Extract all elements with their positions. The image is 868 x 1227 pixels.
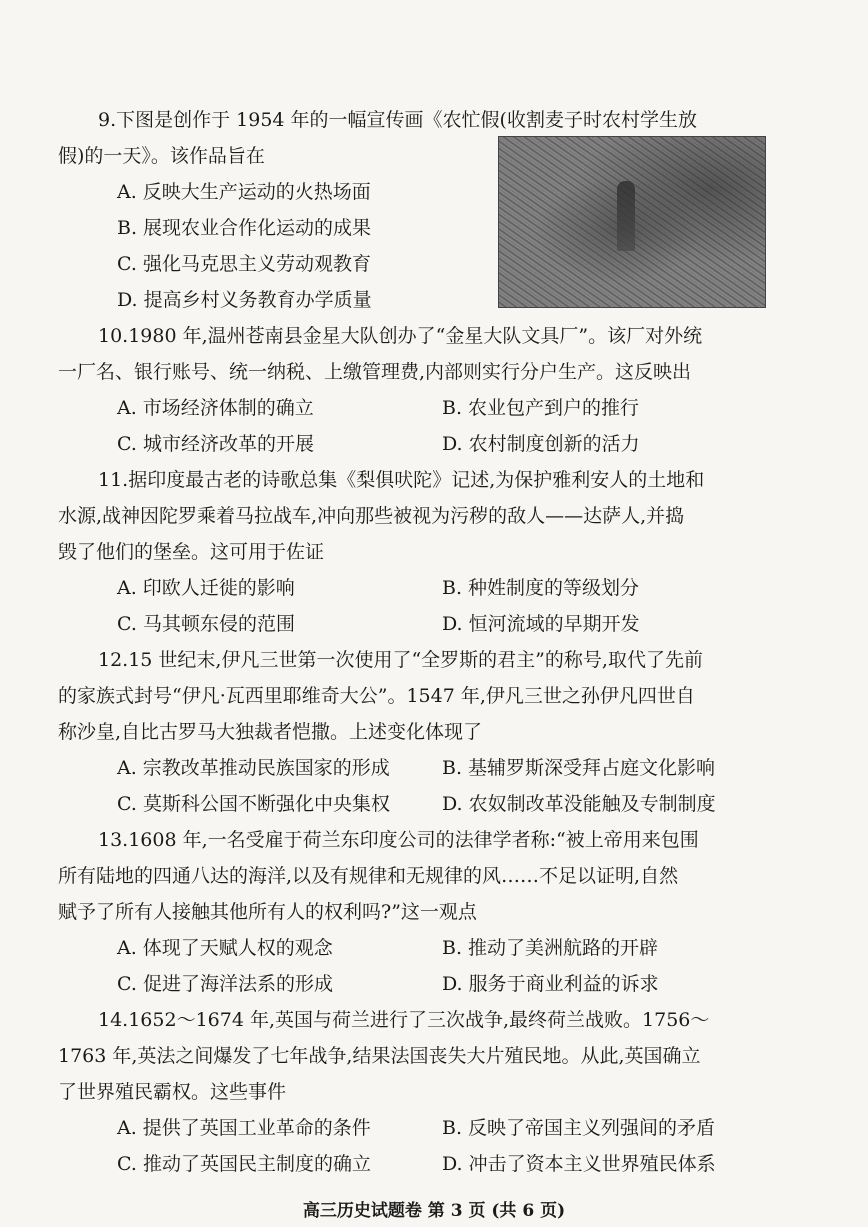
q13-option-b: B. 推动了美洲航路的开辟 xyxy=(442,937,659,959)
q9-option-d: D. 提高乡村义务教育办学质量 xyxy=(117,289,372,311)
q9-option-b: B. 展现农业合作化运动的成果 xyxy=(117,217,372,239)
q10-option-d: D. 农村制度创新的活力 xyxy=(442,433,640,455)
q10-option-c: C. 城市经济改革的开展 xyxy=(117,433,314,455)
q12-stem-line3: 称沙皇,自比古罗马大独裁者恺撒。上述变化体现了 xyxy=(58,721,483,743)
q14-option-b: B. 反映了帝国主义列强间的矛盾 xyxy=(442,1117,716,1139)
figure-in-painting xyxy=(617,181,635,251)
q10-stem-line1: 10.1980 年,温州苍南县金星大队创办了“金星大队文具厂”。该厂对外统 xyxy=(98,325,703,347)
q9-option-a: A. 反映大生产运动的火热场面 xyxy=(117,181,371,203)
q14-stem-line3: 了世界殖民霸权。这些事件 xyxy=(58,1081,287,1103)
q14-option-a: A. 提供了英国工业革命的条件 xyxy=(117,1117,371,1139)
q13-stem-line3: 赋予了所有人接触其他所有人的权利吗?”这一观点 xyxy=(58,901,477,923)
q10-stem-line2: 一厂名、银行账号、统一纳税、上缴管理费,内部则实行分户生产。这反映出 xyxy=(58,361,692,383)
q13-stem-line1: 13.1608 年,一名受雇于荷兰东印度公司的法律学者称:“被上帝用来包围 xyxy=(98,829,699,851)
q9-stem-line1: 9.下图是创作于 1954 年的一幅宣传画《农忙假(收割麦子时农村学生放 xyxy=(98,109,697,131)
q13-option-d: D. 服务于商业利益的诉求 xyxy=(442,973,659,995)
q11-stem-line2: 水源,战神因陀罗乘着马拉战车,冲向那些被视为污秽的敌人——达萨人,并捣 xyxy=(58,505,685,527)
q11-stem-line1: 11.据印度最古老的诗歌总集《梨俱吠陀》记述,为保护雅利安人的土地和 xyxy=(98,469,705,491)
q11-option-a: A. 印欧人迁徙的影响 xyxy=(117,577,295,599)
q12-stem-line2: 的家族式封号“伊凡·瓦西里耶维奇大公”。1547 年,伊凡三世之孙伊凡四世自 xyxy=(58,685,695,707)
q14-option-c: C. 推动了英国民主制度的确立 xyxy=(117,1153,371,1175)
q12-option-a: A. 宗教改革推动民族国家的形成 xyxy=(117,757,390,779)
q11-stem-line3: 毁了他们的堡垒。这可用于佐证 xyxy=(58,541,325,563)
q9-option-c: C. 强化马克思主义劳动观教育 xyxy=(117,253,371,275)
q12-option-d: D. 农奴制改革没能触及专制制度 xyxy=(442,793,716,815)
q10-option-a: A. 市场经济体制的确立 xyxy=(117,397,314,419)
q12-option-c: C. 莫斯科公国不断强化中央集权 xyxy=(117,793,390,815)
q12-option-b: B. 基辅罗斯深受拜占庭文化影响 xyxy=(442,757,716,779)
q11-option-c: C. 马其顿东侵的范围 xyxy=(117,613,295,635)
q11-option-d: D. 恒河流域的早期开发 xyxy=(442,613,640,635)
q10-option-b: B. 农业包产到户的推行 xyxy=(442,397,640,419)
q13-stem-line2: 所有陆地的四通八达的海洋,以及有规律和无规律的风……不足以证明,自然 xyxy=(58,865,679,887)
q14-option-d: D. 冲击了资本主义世界殖民体系 xyxy=(442,1153,716,1175)
q11-option-b: B. 种姓制度的等级划分 xyxy=(442,577,640,599)
q13-option-a: A. 体现了天赋人权的观念 xyxy=(117,937,333,959)
q13-option-c: C. 促进了海洋法系的形成 xyxy=(117,973,333,995)
propaganda-painting-image xyxy=(498,136,766,308)
q14-stem-line2: 1763 年,英法之间爆发了七年战争,结果法国丧失大片殖民地。从此,英国确立 xyxy=(58,1045,701,1067)
q14-stem-line1: 14.1652～1674 年,英国与荷兰进行了三次战争,最终荷兰战败。1756～ xyxy=(98,1009,710,1031)
page-footer: 高三历史试题卷 第 3 页 (共 6 页) xyxy=(302,1201,566,1221)
q9-stem-line2: 假)的一天》。该作品旨在 xyxy=(58,145,265,167)
q12-stem-line1: 12.15 世纪末,伊凡三世第一次使用了“全罗斯的君主”的称号,取代了先前 xyxy=(98,649,703,671)
